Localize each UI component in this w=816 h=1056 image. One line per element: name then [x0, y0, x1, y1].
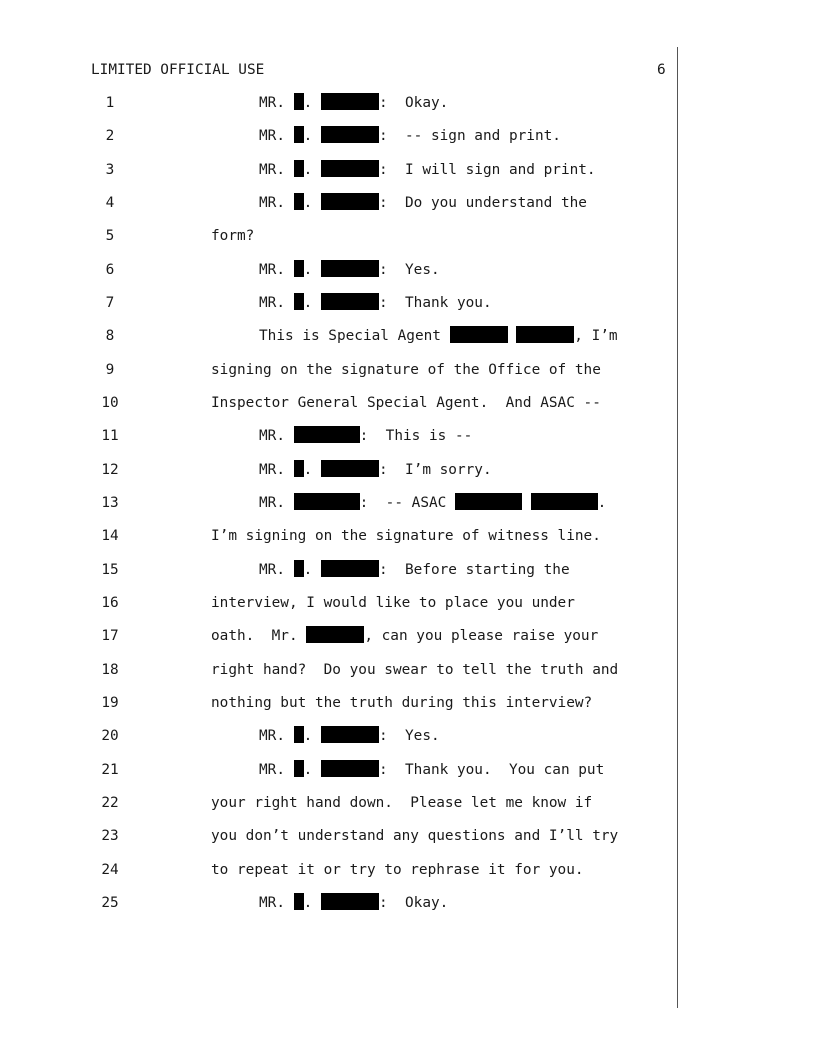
line-text: your right hand down. Please let me know if [211, 795, 593, 811]
redaction-block [455, 493, 522, 510]
speaker-prefix: MR. [259, 95, 285, 111]
line-number: 7 [105, 295, 115, 311]
line-text: form? [211, 228, 255, 244]
transcript-line [0, 160, 816, 180]
line-text [259, 326, 618, 346]
line-text: MR. . : -- sign and print. [259, 128, 561, 144]
line-text: I’m signing on the signature of witness line. [211, 528, 601, 544]
spoken-text: : Okay. [379, 895, 449, 911]
redaction-block [294, 893, 304, 910]
line-number: 21 [101, 762, 119, 778]
spoken-text: : Yes. [379, 728, 440, 744]
line-text: MR. . : Yes. [259, 728, 440, 744]
transcript-line [0, 293, 816, 313]
transcript-line [0, 460, 816, 480]
redaction-block [294, 760, 304, 777]
redaction-block [294, 560, 304, 577]
line-number: 5 [105, 228, 115, 244]
redaction-block [321, 460, 379, 477]
speaker-prefix: MR. [259, 195, 285, 211]
redaction-block [294, 193, 304, 210]
line-number: 19 [101, 695, 119, 711]
line-number: 22 [101, 795, 119, 811]
transcript-line [0, 360, 816, 380]
speaker-prefix: MR. [259, 462, 285, 478]
redaction-block [306, 626, 364, 643]
line-number: 4 [105, 195, 115, 211]
line-text: MR. . : I’m sorry. [259, 462, 492, 478]
line-number: 24 [101, 862, 119, 878]
redaction-block [294, 293, 304, 310]
spoken-text: : Thank you. [379, 295, 492, 311]
classification-header: LIMITED OFFICIAL USE [91, 62, 265, 78]
transcript-line [0, 93, 816, 113]
speaker-prefix: MR. [259, 162, 285, 178]
transcript-line [0, 826, 816, 846]
redaction-block [321, 293, 379, 310]
transcript-line [0, 493, 816, 513]
line-number: 9 [105, 362, 115, 378]
redaction-block [294, 493, 360, 510]
transcript-line [0, 126, 816, 146]
redaction-block [294, 426, 360, 443]
transcript-line [0, 860, 816, 880]
line-number: 6 [105, 262, 115, 278]
spoken-text: : This is -- [359, 428, 473, 444]
redaction-block [294, 126, 304, 143]
transcript-line [0, 593, 816, 613]
line-text: MR. . : Yes. [259, 262, 440, 278]
transcript-line [0, 760, 816, 780]
line-text: MR. . : I will sign and print. [259, 162, 596, 178]
transcript-line [0, 660, 816, 680]
spoken-text: : Okay. [379, 95, 449, 111]
line-number: 20 [101, 728, 119, 744]
spoken-text: : Thank you. You can put [379, 762, 605, 778]
speaker-prefix: MR. [259, 728, 285, 744]
transcript-line [0, 793, 816, 813]
speaker-prefix: MR. [259, 895, 285, 911]
line-number: 10 [101, 395, 119, 411]
redaction-block [294, 93, 304, 110]
line-text: you don’t understand any questions and I’ll try [211, 828, 619, 844]
redaction-block [321, 193, 379, 210]
transcript-line [0, 893, 816, 913]
line-number: 17 [101, 628, 119, 644]
redaction-block [321, 893, 379, 910]
line-text: MR. . : Thank you. [259, 295, 492, 311]
line-text: MR. . : Okay. [259, 895, 449, 911]
spoken-text: : -- sign and print. [379, 128, 561, 144]
line-number: 16 [101, 595, 119, 611]
speaker-prefix: MR. [259, 562, 285, 578]
redaction-block [294, 160, 304, 177]
spoken-text: : Before starting the [379, 562, 570, 578]
speaker-prefix: MR. [259, 495, 285, 511]
redaction-block [450, 326, 508, 343]
line-text: signing on the signature of the Office of the [211, 362, 601, 378]
page-number: 6 [657, 62, 666, 78]
redaction-block [321, 126, 379, 143]
spoken-text: , I’m [574, 328, 618, 344]
transcript-line [0, 260, 816, 280]
transcript-line [0, 626, 816, 646]
redaction-block [294, 460, 304, 477]
line-number: 11 [101, 428, 119, 444]
line-text: right hand? Do you swear to tell the truth and [211, 662, 619, 678]
transcript-line [0, 426, 816, 446]
spoken-text: : I’m sorry. [379, 462, 492, 478]
redaction-block [321, 260, 379, 277]
line-text: MR. . : Do you understand the [259, 195, 587, 211]
speaker-prefix: MR. [259, 262, 285, 278]
line-number: 25 [101, 895, 119, 911]
redaction-block [294, 260, 304, 277]
speaker-prefix: MR. [259, 295, 285, 311]
redaction-block [321, 160, 379, 177]
line-text: interview, I would like to place you under [211, 595, 575, 611]
transcript-line [0, 560, 816, 580]
line-text: to repeat it or try to rephrase it for you. [211, 862, 584, 878]
spoken-text: This is Special Agent [259, 328, 450, 344]
redaction-block [321, 93, 379, 110]
redaction-block [321, 760, 379, 777]
line-number: 2 [105, 128, 115, 144]
line-text: MR. . : Before starting the [259, 562, 570, 578]
spoken-text: : Do you understand the [379, 195, 587, 211]
line-text: nothing but the truth during this interview? [211, 695, 593, 711]
transcript-line [0, 193, 816, 213]
spoken-text: oath. Mr. [211, 628, 307, 644]
spoken-text: : Yes. [379, 262, 440, 278]
line-text [259, 493, 606, 513]
line-text [211, 626, 598, 646]
line-text [259, 426, 472, 446]
spoken-text: . [597, 495, 607, 511]
transcript-line [0, 726, 816, 746]
spoken-text: , can you please raise your [364, 628, 599, 644]
transcript-line [0, 526, 816, 546]
line-number: 12 [101, 462, 119, 478]
transcript-line [0, 326, 816, 346]
transcript-line [0, 693, 816, 713]
line-text: MR. . : Thank you. You can put [259, 762, 605, 778]
line-number: 3 [105, 162, 115, 178]
transcript-line [0, 393, 816, 413]
line-number: 14 [101, 528, 119, 544]
line-number: 13 [101, 495, 119, 511]
spoken-text: : I will sign and print. [379, 162, 596, 178]
speaker-prefix: MR. [259, 428, 285, 444]
line-text: Inspector General Special Agent. And ASAC -- [211, 395, 601, 411]
transcript-line [0, 226, 816, 246]
redaction-block [321, 560, 379, 577]
redaction-block [294, 726, 304, 743]
line-number: 1 [105, 95, 115, 111]
redaction-block [531, 493, 598, 510]
line-text: MR. . : Okay. [259, 95, 449, 111]
speaker-prefix: MR. [259, 128, 285, 144]
spoken-text: : -- ASAC [359, 495, 455, 511]
line-number: 8 [105, 328, 115, 344]
redaction-block [516, 326, 574, 343]
redaction-block [321, 726, 379, 743]
line-number: 15 [101, 562, 119, 578]
line-number: 18 [101, 662, 119, 678]
line-number: 23 [101, 828, 119, 844]
speaker-prefix: MR. [259, 762, 285, 778]
